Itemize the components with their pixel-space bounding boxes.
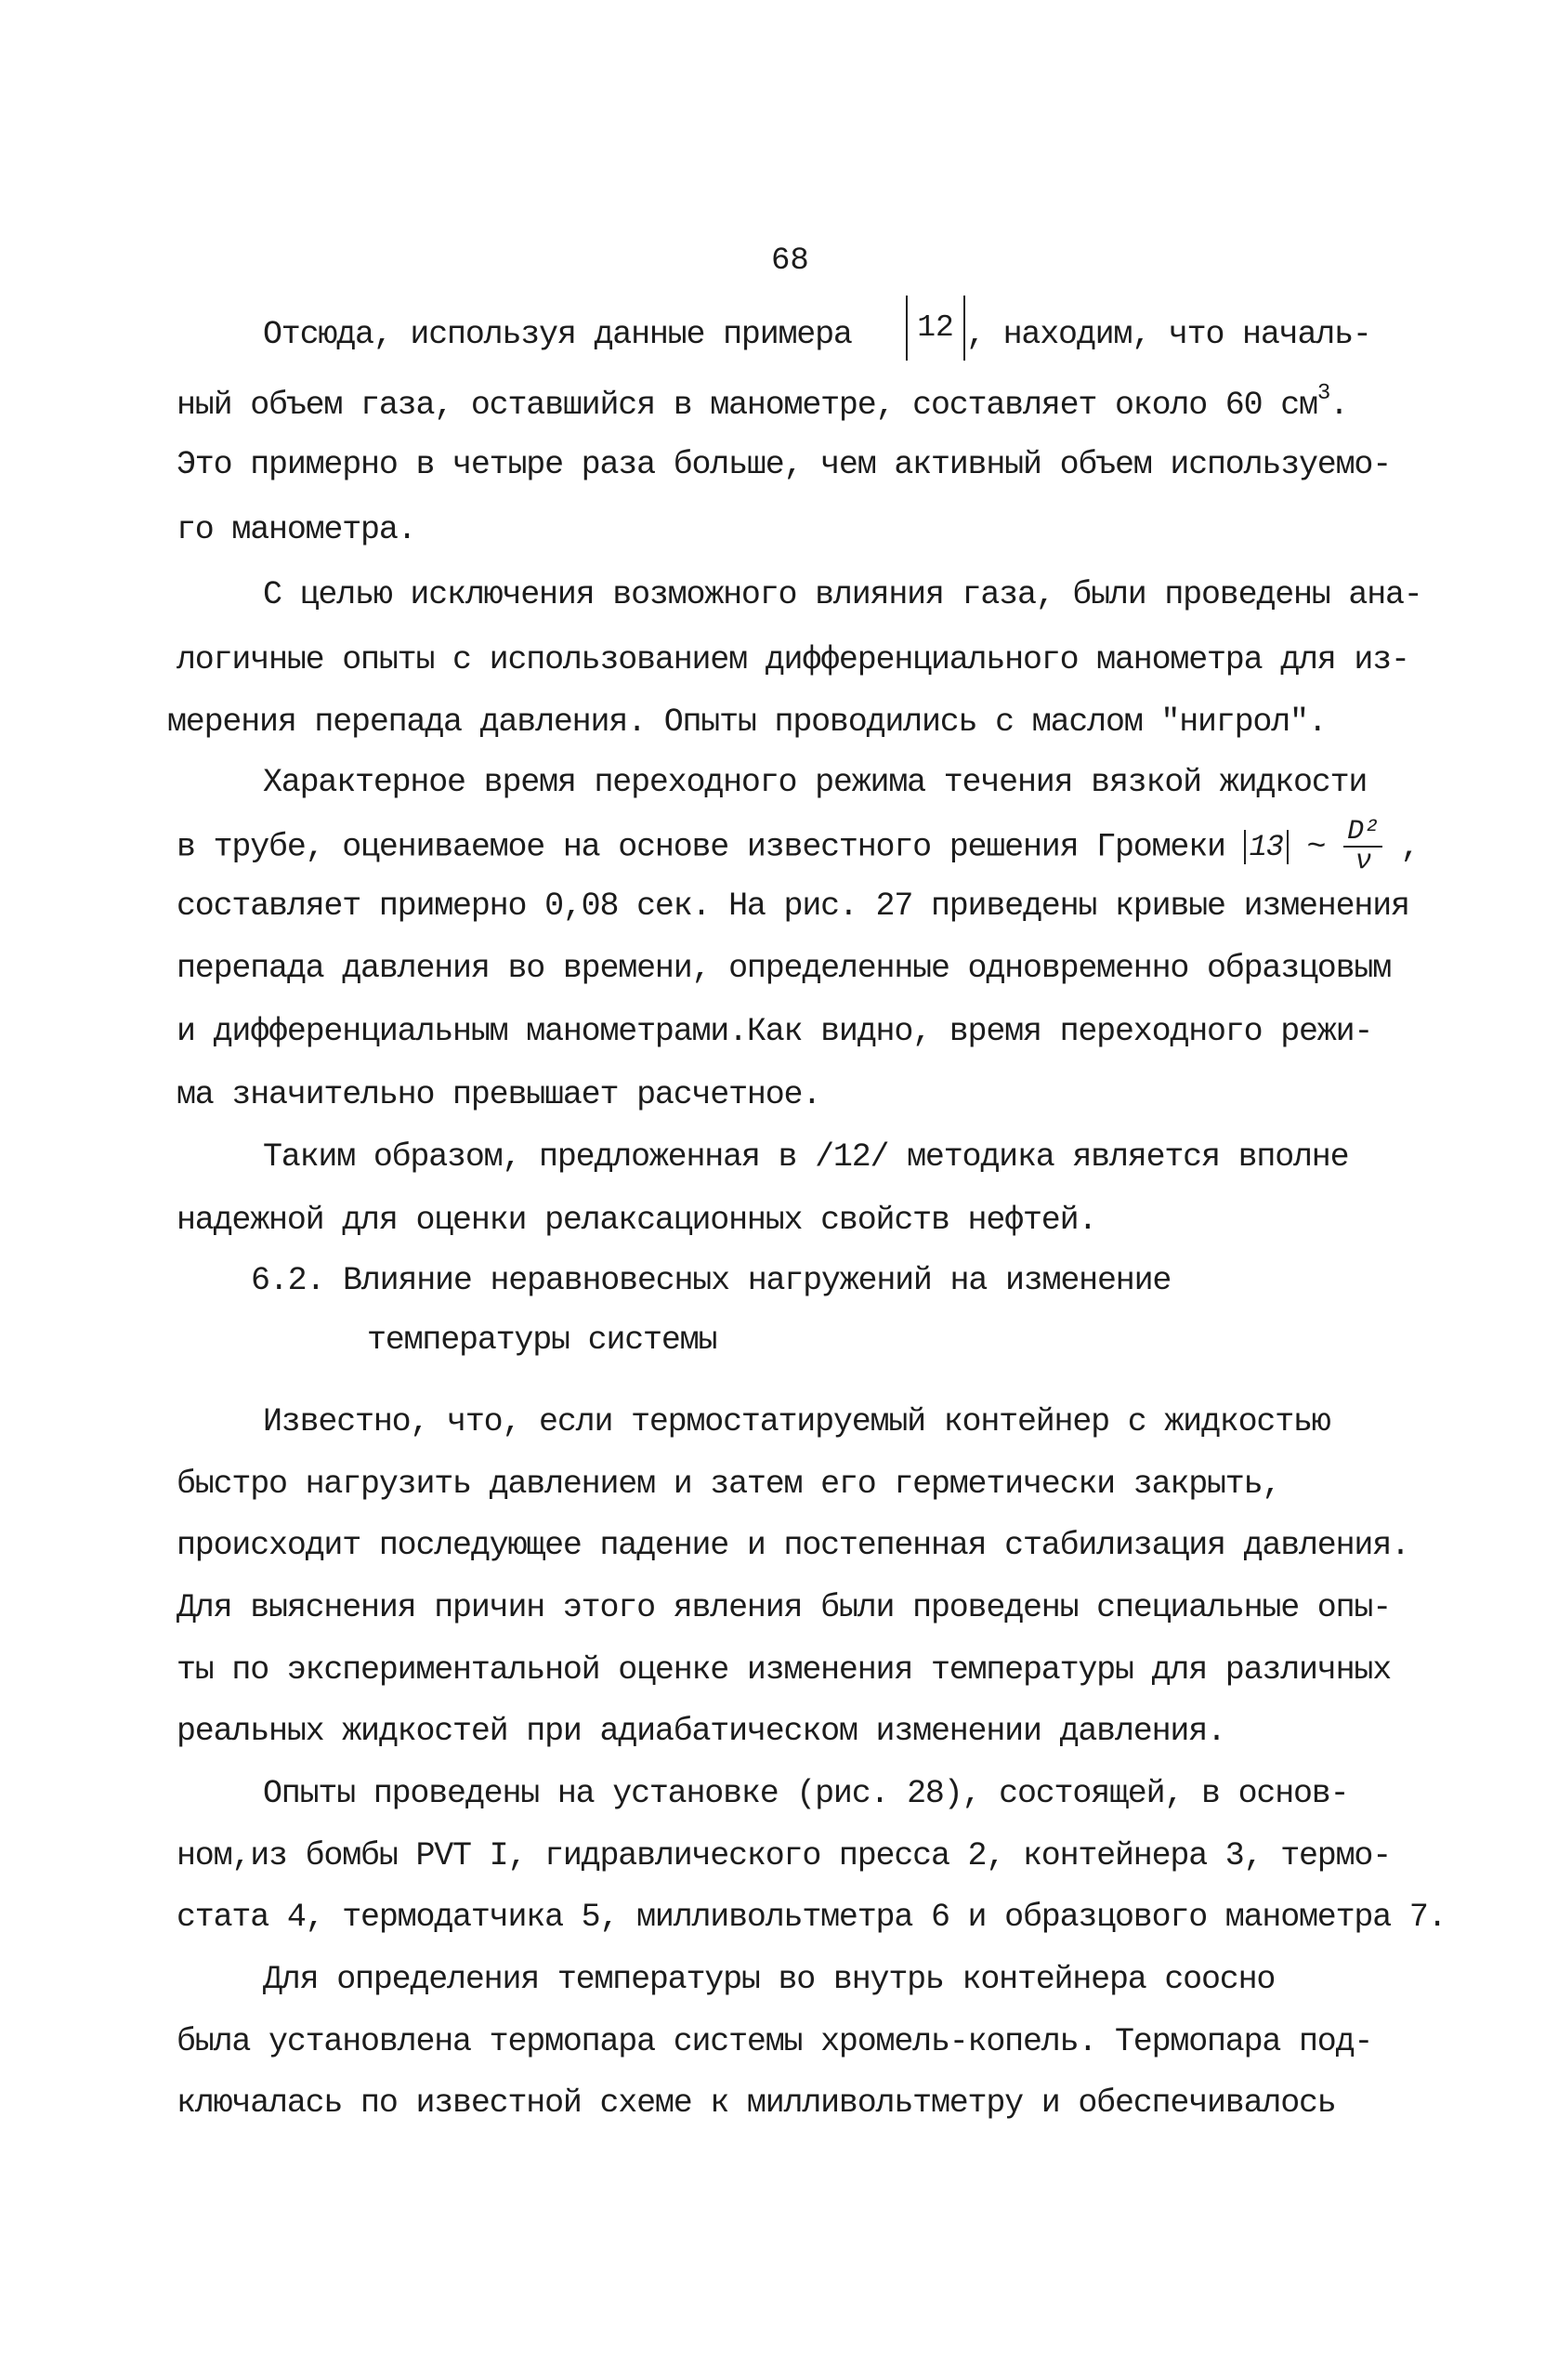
text-line bbox=[177, 818, 1419, 875]
text-line: С целью исключения возможного влияния газа, были проведены ана- bbox=[263, 576, 1422, 613]
text-line: происходит последующее падение и постепенная стабилизация давления. bbox=[177, 1527, 1409, 1564]
text-line: быстро нагрузить давлением и затем его герметически закрыть, bbox=[177, 1466, 1281, 1503]
text-line: ты по экспериментальной оценке изменения температуры для различных bbox=[177, 1651, 1392, 1689]
section-heading: 6.2. Влияние неравновесных нагружений на изменение bbox=[251, 1262, 1172, 1299]
text-line: ма значительно превышает расчетное. bbox=[177, 1076, 821, 1113]
text-line: Характерное время переходного режима течения вязкой жидкости bbox=[263, 764, 1368, 801]
text-line: составляет примерно 0,08 сек. На рис. 27 приведены кривые изменения bbox=[177, 888, 1409, 925]
reference-number: 12 bbox=[917, 310, 954, 345]
text-fragment: , bbox=[1400, 828, 1420, 866]
page-number: 68 bbox=[771, 243, 809, 279]
text-line: Таким образом, предложенная в /12/ методика является вполне bbox=[263, 1138, 1349, 1176]
text-fragment: , находим, что началь- bbox=[966, 316, 1371, 353]
text-line: Опыты проведены на установке (рис. 28), состоящей, в основ- bbox=[263, 1775, 1349, 1812]
text-line: Для выяснения причин этого явления были проведены специальные опы- bbox=[177, 1589, 1392, 1626]
text-line: логичные опыты с использованием дифференциального манометра для из- bbox=[177, 641, 1409, 678]
fraction-numerator: D² bbox=[1343, 818, 1382, 848]
text-line: ключалась по известной схеме к милливольтметру и обеспечивалось bbox=[177, 2084, 1336, 2122]
text-line: Известно, что, если термостатируемый контейнер с жидкостью bbox=[263, 1403, 1330, 1440]
text-line: Это примерно в четыре раза больше, чем активный объем используемо- bbox=[177, 446, 1392, 483]
text-fragment: в трубе, оцениваемое на основе известного решения Громеки bbox=[177, 828, 1225, 866]
reference-bracket bbox=[906, 296, 965, 361]
text-line: и дифференциальным манометрами.Как видно, время переходного режи- bbox=[177, 1013, 1373, 1050]
text-fragment: . bbox=[1329, 387, 1348, 424]
section-heading-continued: температуры системы bbox=[367, 1321, 717, 1359]
text-line: надежной для оценки релаксационных свойств нефтей. bbox=[177, 1202, 1097, 1239]
text-line bbox=[966, 316, 1371, 353]
fraction-denominator: ν bbox=[1355, 846, 1371, 877]
text-line: го манометра. bbox=[177, 511, 416, 548]
text-line bbox=[263, 316, 852, 353]
tilde-symbol: ~ bbox=[1306, 828, 1326, 866]
text-line: перепада давления во времени, определенные одновременно образцовым bbox=[177, 950, 1392, 987]
reference-bracket bbox=[1244, 830, 1289, 864]
text-line: была установлена термопара системы хромель-копель. Термопара под- bbox=[177, 2023, 1373, 2060]
superscript: 3 bbox=[1316, 381, 1330, 406]
text-line: Для определения температуры во внутрь контейнера соосно bbox=[263, 1961, 1276, 1998]
text-line: ном,из бомбы PVT I, гидравлического пресса 2, контейнера 3, термо- bbox=[177, 1837, 1392, 1874]
text-line: реальных жидкостей при адиабатическом изменении давления. bbox=[177, 1713, 1225, 1750]
text-line: мерения перепада давления. Опыты проводились с маслом "нигрол". bbox=[167, 703, 1327, 741]
text-line: стата 4, термодатчика 5, милливольтметра 6 и образцового манометра 7. bbox=[177, 1899, 1447, 1936]
formula-fraction bbox=[1343, 818, 1382, 875]
text-fragment: ный объем газа, оставшийся в манометре, составляет около 60 см bbox=[177, 387, 1317, 424]
reference-number: 13 bbox=[1249, 830, 1283, 865]
text-fragment: Отсюда, используя данные примера bbox=[263, 316, 852, 353]
text-line bbox=[177, 381, 1348, 424]
